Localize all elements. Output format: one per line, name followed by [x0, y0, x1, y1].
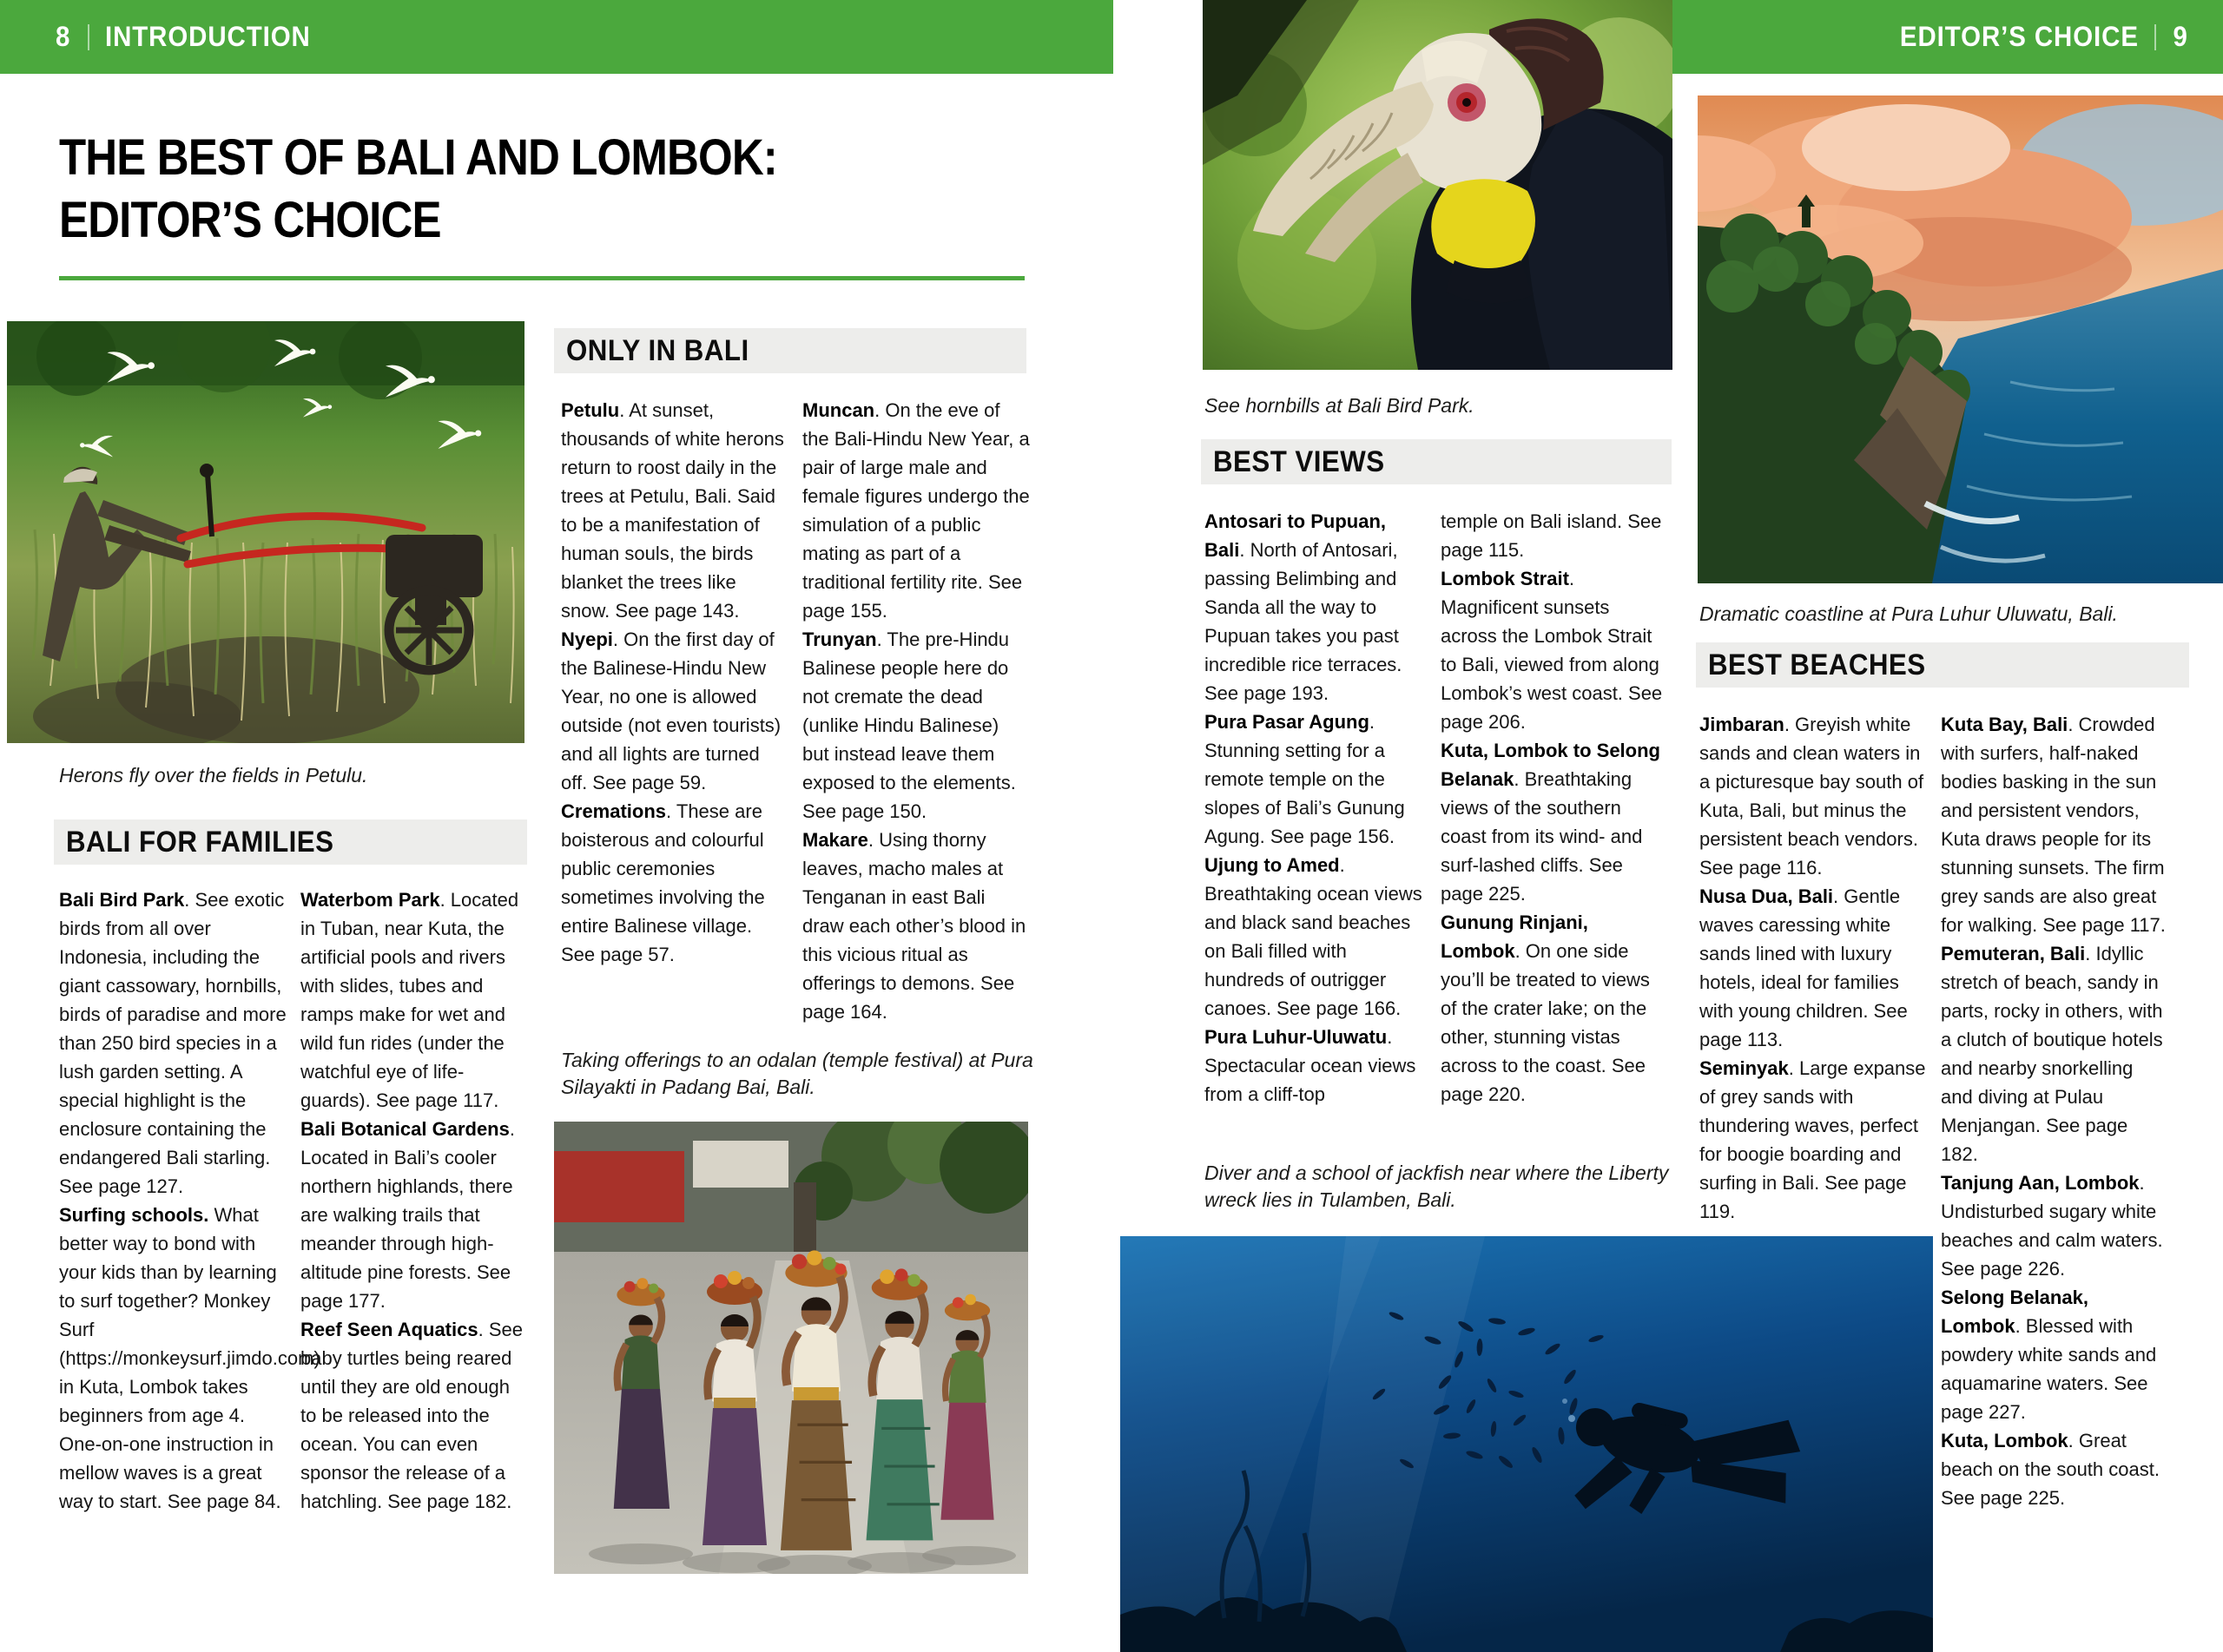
- entry-text: . These are boisterous and colourful public ceremonies sometimes involving the entire Balinese village. See page 57.: [561, 800, 765, 965]
- guide-entry: [300, 885, 530, 1115]
- left-section-label: INTRODUCTION: [104, 21, 311, 52]
- guide-entry: [1204, 708, 1428, 851]
- left-page-number: 8: [56, 21, 71, 52]
- entry-term: Jimbaran: [1699, 714, 1784, 735]
- page-gutter: [1113, 0, 1203, 74]
- guide-entry: [1941, 710, 2170, 939]
- entry-term: Selong Belanak, Lombok: [1941, 1287, 2088, 1337]
- best-beaches-columns: [1699, 710, 2170, 1512]
- section-title: BALI FOR FAMILIES: [66, 825, 334, 859]
- page-title-line1: THE BEST OF BALI AND LOMBOK:: [59, 129, 777, 186]
- header-right: [1879, 0, 2188, 74]
- best-views-col1: [1204, 507, 1428, 1109]
- entry-term: Lombok Strait: [1441, 568, 1569, 589]
- guide-entry: [802, 625, 1030, 826]
- header-divider: [2154, 24, 2156, 50]
- entry-term: Kuta, Lombok: [1941, 1430, 2068, 1451]
- entry-term: Seminyak: [1699, 1057, 1789, 1079]
- entry-term: Pura Luhur-Uluwatu: [1204, 1026, 1388, 1048]
- guide-entry: [1941, 939, 2170, 1168]
- entry-term: Pemuteran, Bali: [1941, 943, 2086, 964]
- guide-entry: [1941, 1168, 2170, 1283]
- entry-text: . Located in Tuban, near Kuta, the artificial pools and rivers with slides, tubes and ramps make for wet and wild fun rides (under the watchful eye of life-guards). See page 117.: [300, 889, 519, 1111]
- page-title-line2: EDITOR’S CHOICE: [59, 192, 441, 248]
- section-bali-for-families: [54, 819, 527, 865]
- entry-term: Waterbom Park: [300, 889, 440, 911]
- entry-term: Makare: [802, 829, 868, 851]
- only-in-bali-columns: [561, 396, 1030, 1026]
- diver-caption: Diver and a school of jackfish near where the Liberty wreck lies in Tulamben, Bali.: [1204, 1162, 1669, 1211]
- entry-term: Pura Pasar Agung: [1204, 711, 1369, 733]
- guide-entry: [1204, 851, 1428, 1023]
- guide-entry: [1204, 507, 1428, 708]
- guide-entry: [561, 625, 788, 797]
- offerings-caption: Taking offerings to an odalan (temple festival) at Pura Silayakti in Padang Bai, Bali.: [561, 1049, 1033, 1098]
- guide-entry: [561, 797, 788, 969]
- entry-term: Ujung to Amed: [1204, 854, 1340, 876]
- guide-entry: [300, 1115, 530, 1315]
- entry-term: Kuta Bay, Bali: [1941, 714, 2068, 735]
- only-in-bali-col1: [561, 396, 788, 969]
- entry-text: . North of Antosari, passing Belimbing and Sanda all the way to Pupuan takes you past incredible rice terraces. See page 193.: [1204, 539, 1402, 704]
- entry-text: . Undisturbed sugary white beaches and calm waters. See page 226.: [1941, 1172, 2163, 1280]
- entry-text: . Greyish white sands and clean waters in a picturesque bay south of Kuta, Bali, but minus the persistent beach vendors. See page 116.: [1699, 714, 1924, 879]
- section-title: BEST BEACHES: [1708, 648, 1926, 681]
- entry-text: . Blessed with powdery white sands and aquamarine waters. See page 227.: [1941, 1315, 2157, 1423]
- entry-text: . On the first day of the Balinese-Hindu New Year, no one is allowed outside (not even tourists) and all lights are turned off. See page 59.: [561, 629, 782, 793]
- entry-text: . See baby turtles being reared until they are old enough to be released into the ocean. You can even sponsor the release of a hatchling. See page 182.: [300, 1319, 523, 1512]
- entry-text: . Magnificent sunsets across the Lombok Strait to Bali, viewed from along Lombok’s west coast. See page 206.: [1441, 568, 1663, 733]
- entry-text: . On one side you’ll be treated to views of the crater lake; on the other, stunning vistas across to the coast. See page 220.: [1441, 940, 1650, 1105]
- entry-text: . See exotic birds from all over Indonesia, including the giant cassowary, hornbills, birds of paradise and more than 250 bird species in a lush garden setting. A special highlight is the enclosure containing the endangered Bali starling. See page 127.: [59, 889, 287, 1197]
- entry-term: Surfing schools.: [59, 1204, 209, 1226]
- best-beaches-col2: [1941, 710, 2170, 1512]
- entry-text: . Breathtaking views of the southern coast from its wind- and surf-lashed cliffs. See page 225.: [1441, 768, 1643, 905]
- title-rule: [59, 276, 1025, 280]
- guide-entry: [1204, 1023, 1428, 1109]
- families-col1: [59, 885, 320, 1516]
- guide-entry: [561, 396, 788, 625]
- guide-entry: [1441, 507, 1665, 564]
- entry-term: Antosari to Pupuan, Bali: [1204, 510, 1386, 561]
- families-col2: [300, 885, 530, 1516]
- entry-text: . Gentle waves caressing white sands lined with luxury hotels, ideal for families with young children. See page 113.: [1699, 885, 1908, 1050]
- families-columns: [59, 885, 530, 1516]
- only-in-bali-col2: [802, 396, 1030, 1026]
- entry-term: Bali Bird Park: [59, 889, 185, 911]
- herons-caption: Herons fly over the fields in Petulu.: [59, 764, 368, 787]
- entry-text: . The pre-Hindu Balinese people here do not cremate the dead (unlike Hindu Balinese) but instead leave them exposed to the elements. See page 150.: [802, 629, 1016, 822]
- entry-text: What better way to bond with your kids than by learning to surf together? Monkey Surf (https://monkeysurf.jimdo.com) in Kuta, Lombok takes beginners from age 4. One-on-one instruction in mellow waves is a great way to start. See page 84.: [59, 1204, 320, 1512]
- entry-text: . Great beach on the south coast. See page 225.: [1941, 1430, 2160, 1509]
- guide-entry: [1941, 1283, 2170, 1426]
- entry-term: Gunung Rinjani, Lombok: [1441, 912, 1588, 962]
- herons-field-photo: [7, 321, 524, 743]
- guide-entry: [1941, 1426, 2170, 1512]
- entry-term: Bali Botanical Gardens: [300, 1118, 510, 1140]
- guide-entry: [1699, 1054, 1929, 1226]
- entry-text: . Large expanse of grey sands with thundering waves, perfect for boogie boarding and surfing in Bali. See page 119.: [1699, 1057, 1926, 1222]
- entry-text: . Using thorny leaves, macho males at Tenganan in east Bali draw each other’s blood in this vicious ritual as offerings to demons. See page 164.: [802, 829, 1026, 1023]
- entry-text: . Idyllic stretch of beach, sandy in parts, rocky in others, with a clutch of boutique hotels and nearby snorkelling and diving at Pulau Menjangan. See page 182.: [1941, 943, 2163, 1165]
- section-title: BEST VIEWS: [1213, 444, 1385, 478]
- guide-entry: [300, 1315, 530, 1516]
- entry-text: . Stunning setting for a remote temple on the slopes of Bali’s Gunung Agung. See page 156.: [1204, 711, 1405, 847]
- guide-entry: [1699, 710, 1929, 882]
- best-views-col2: [1441, 507, 1665, 1109]
- entry-text: . Breathtaking ocean views and black sand beaches on Bali filled with hundreds of outrigger canoes. See page 166.: [1204, 854, 1422, 1019]
- guide-entry: [59, 885, 288, 1201]
- best-views-columns: [1204, 507, 1665, 1109]
- entry-text: . Crowded with surfers, half-naked bodies basking in the sun and persistent vendors, Kuta draws people for its stunning sunsets. The firm grey sands are also great for walking. See page 117.: [1941, 714, 2166, 936]
- uluwatu-coastline-photo: [1698, 95, 2223, 583]
- entry-text: . Spectacular ocean views from a cliff-top: [1204, 1026, 1416, 1105]
- section-title: ONLY IN BALI: [566, 333, 749, 367]
- page-title: [59, 127, 777, 252]
- entry-term: Tanjung Aan, Lombok: [1941, 1172, 2140, 1194]
- entry-term: Cremations: [561, 800, 667, 822]
- section-best-views: [1201, 439, 1672, 484]
- entry-term: Kuta, Lombok to Selong Belanak: [1441, 740, 1660, 790]
- best-beaches-col1: [1699, 710, 1929, 1226]
- offerings-procession-photo: [554, 1122, 1028, 1574]
- guide-entry: [802, 826, 1030, 1026]
- hornbill-photo: [1203, 0, 1672, 370]
- uluwatu-caption: Dramatic coastline at Pura Luhur Uluwatu, Bali.: [1699, 602, 2118, 625]
- guide-entry: [1441, 908, 1665, 1109]
- entry-term: Nyepi: [561, 629, 613, 650]
- guide-entry: [802, 396, 1030, 625]
- entry-term: Trunyan: [802, 629, 877, 650]
- header-left: [56, 0, 328, 74]
- entry-text: . On the eve of the Bali-Hindu New Year, a pair of large male and female figures undergo the simulation of a public mating as part of a traditional fertility rite. See page 155.: [802, 399, 1030, 622]
- entry-text: temple on Bali island. See page 115.: [1441, 510, 1662, 561]
- entry-term: Reef Seen Aquatics: [300, 1319, 478, 1340]
- hornbill-caption: See hornbills at Bali Bird Park.: [1204, 394, 1474, 417]
- entry-term: Muncan: [802, 399, 875, 421]
- right-page-number: 9: [2173, 21, 2188, 52]
- entry-text: . Located in Bali’s cooler northern highlands, there are walking trails that meander through high-altitude pine forests. See page 177.: [300, 1118, 515, 1312]
- guide-entry: [59, 1201, 320, 1516]
- right-section-label: EDITOR’S CHOICE: [1900, 21, 2140, 52]
- guide-entry: [1441, 736, 1665, 908]
- section-only-in-bali: [554, 328, 1026, 373]
- section-best-beaches: [1696, 642, 2189, 688]
- entry-term: Petulu: [561, 399, 620, 421]
- header-divider: [88, 24, 89, 50]
- entry-term: Nusa Dua, Bali: [1699, 885, 1834, 907]
- entry-text: . At sunset, thousands of white herons return to roost daily in the trees at Petulu, Bali. Said to be a manifestation of human souls, the birds blanket the trees like snow. See page 143.: [561, 399, 784, 622]
- guide-entry: [1441, 564, 1665, 736]
- guide-entry: [1699, 882, 1929, 1054]
